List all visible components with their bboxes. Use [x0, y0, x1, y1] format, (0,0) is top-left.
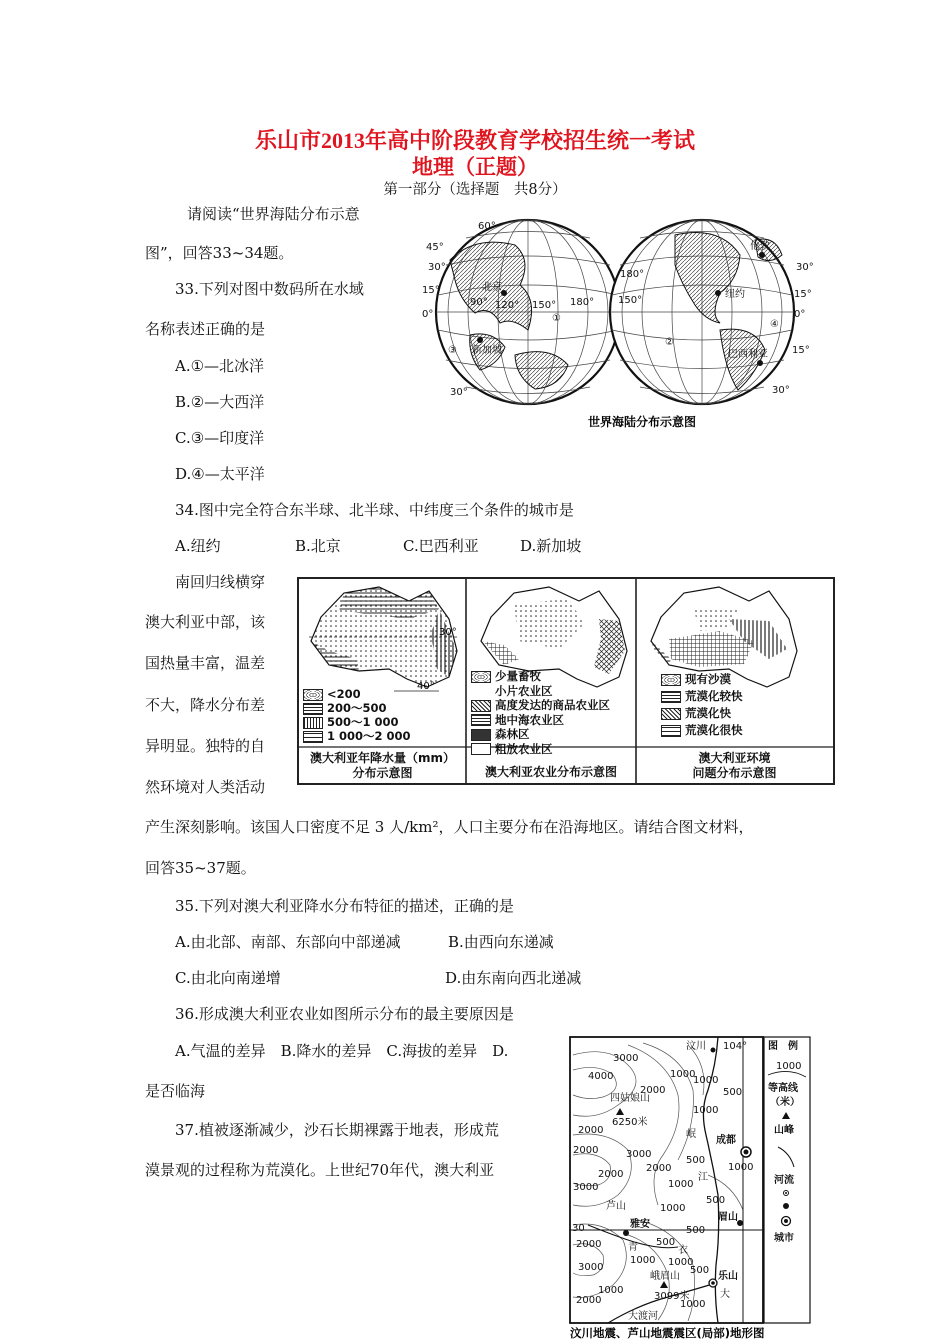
env-legend-3: 荒漠化快: [661, 705, 743, 722]
topo-legend-title: 图 例: [768, 1041, 798, 1052]
label-n4: ④: [770, 319, 779, 330]
lon-150-east-label: 150°: [618, 295, 643, 306]
world-map-caption: 世界海陆分布示意图: [588, 415, 697, 429]
agri-legend-3: 地中海农业区: [471, 713, 610, 728]
svg-text:2000: 2000: [646, 1163, 672, 1174]
svg-text:2000: 2000: [598, 1169, 624, 1180]
label-singapore: 新加坡: [472, 345, 502, 356]
label-n2: ②: [665, 337, 674, 348]
env-caption-1: 澳大利亚环境: [698, 751, 771, 765]
intro2-line1: 南回归线横穿: [175, 573, 266, 591]
lat-30-label: 30°: [428, 262, 446, 273]
lon-180-label: 180°: [570, 297, 595, 308]
svg-text:1000: 1000: [670, 1069, 696, 1080]
topo-legend-river: 河流: [774, 1175, 794, 1186]
label-london: 伦敦: [750, 241, 770, 252]
lat-15-label: 15°: [422, 285, 440, 296]
svg-text:1000: 1000: [680, 1299, 706, 1310]
q34-option-c[interactable]: C.巴西利亚: [403, 537, 479, 555]
env-caption-2: 问题分布示意图: [692, 766, 777, 780]
label-newyork: 纽约: [725, 289, 745, 300]
svg-text:1000: 1000: [668, 1179, 694, 1190]
svg-text:3000: 3000: [613, 1053, 639, 1064]
topo-legend-contour: 等高线: [768, 1083, 798, 1094]
topo-legend-contour-val: 1000: [776, 1061, 802, 1072]
svg-text:500: 500: [706, 1195, 726, 1206]
place-lon: 104°: [723, 1041, 748, 1052]
river-qing: 青: [628, 1242, 638, 1253]
topo-legend-contour-unit: （米）: [770, 1097, 800, 1108]
q35-option-a[interactable]: A.由北部、南部、东部向中部递减: [175, 933, 401, 951]
svg-text:500: 500: [656, 1237, 676, 1248]
lon-90-label: 90°: [470, 297, 488, 308]
lat-60-label: 60°: [478, 221, 496, 232]
q37-line2: 漠景观的过程称为荒漠化。上世纪70年代，澳大利亚: [145, 1161, 495, 1179]
svg-text:2000: 2000: [576, 1295, 602, 1306]
label-brasilia: 巴西利亚: [728, 349, 768, 360]
svg-text:1000: 1000: [598, 1285, 624, 1296]
q35-option-d[interactable]: D.由东南向西北递减: [445, 969, 582, 987]
svg-text:4000: 4000: [588, 1071, 614, 1082]
river-yi: 衣: [678, 1245, 688, 1256]
agri-caption: 澳大利亚农业分布示意图: [484, 765, 617, 779]
svg-text:1000: 1000: [693, 1075, 719, 1086]
svg-text:2000: 2000: [640, 1085, 666, 1096]
svg-text:3000: 3000: [578, 1262, 604, 1273]
q34-stem: 34.图中完全符合东半球、北半球、中纬度三个条件的城市是: [175, 501, 574, 519]
label-n1: ①: [552, 313, 561, 324]
svg-text:1000: 1000: [630, 1255, 656, 1266]
q33-line2: 名称表述正确的是: [145, 320, 266, 338]
intro2-cont2: 回答35~37题。: [145, 859, 256, 877]
topo-legend-peak: 山峰: [774, 1125, 794, 1136]
svg-text:1000: 1000: [728, 1162, 754, 1173]
agri-legend-2: 高度发达的商品农业区: [471, 698, 610, 713]
q36-stem: 36.形成澳大利亚农业如图所示分布的最主要原因是: [175, 1005, 514, 1023]
q33-option-d[interactable]: D.④—太平洋: [175, 465, 265, 483]
lat-45-label: 45°: [426, 242, 444, 253]
intro2-line2: 澳大利亚中部，该: [145, 613, 266, 631]
river-da: 大: [720, 1289, 730, 1300]
env-legend-4: 荒漠化很快: [661, 722, 743, 739]
rain-lat40-label: 40°: [417, 681, 435, 692]
place-wenchuan: 汶川: [686, 1041, 706, 1052]
part-heading: 第一部分（选择题 共8分）: [383, 182, 567, 198]
label-beijing: 北京: [482, 282, 502, 293]
world-map-figure: [420, 205, 814, 430]
intro2-cont1: 产生深刻影响。该国人口密度不足 3 人/km²，人口主要分布在沿海地区。请结合图文材料，: [145, 818, 754, 836]
svg-text:1000: 1000: [660, 1203, 686, 1214]
lat-0-label: 0°: [422, 309, 434, 320]
q35-stem: 35.下列对澳大利亚降水分布特征的描述，正确的是: [175, 897, 514, 915]
topo-map-figure: [568, 1035, 813, 1341]
place-meishan: 眉山: [718, 1212, 738, 1223]
rain-caption-1: 澳大利亚年降水量（mm）: [309, 751, 455, 765]
lat-15s-east-label: 15°: [792, 345, 810, 356]
svg-text:2000: 2000: [578, 1125, 604, 1136]
place-siguniang: 四姑娘山: [610, 1093, 650, 1104]
rain-caption-2: 分布示意图: [352, 766, 413, 780]
intro1-line1: 请阅读“世界海陆分布示意: [187, 205, 360, 223]
lat-0-east-label: 0°: [794, 309, 806, 320]
intro2-line4: 不大，降水分布差: [145, 696, 266, 714]
lat-15-east-label: 15°: [794, 289, 812, 300]
rain-lat30-label: 30°: [439, 627, 457, 638]
q35-option-c[interactable]: C.由北向南递增: [175, 969, 281, 987]
place-lushan: 芦山: [606, 1201, 626, 1212]
env-legend-2: 荒漠化较快: [661, 688, 743, 705]
topo-map-caption: 汶川地震、芦山地震震区(局部)地形图: [570, 1326, 765, 1340]
q33-option-c[interactable]: C.③—印度洋: [175, 429, 265, 447]
lon-150-label: 150°: [532, 300, 557, 311]
intro1-line2: 图”，回答33~34题。: [145, 244, 294, 262]
place-siguniang-h: 6250米: [612, 1117, 648, 1128]
lat-30s-label: 30°: [450, 387, 468, 398]
svg-text:2000: 2000: [573, 1145, 599, 1156]
lon-120-label: 120°: [495, 300, 520, 311]
q33-option-a[interactable]: A.①—北冰洋: [175, 357, 265, 375]
lat-30-east-label: 30°: [796, 262, 814, 273]
q36-options-cont: 是否临海: [145, 1082, 206, 1100]
svg-text:1000: 1000: [693, 1105, 719, 1116]
svg-text:500: 500: [723, 1087, 743, 1098]
svg-text:1000: 1000: [668, 1257, 694, 1268]
australia-figure: [297, 577, 835, 785]
q34-option-a[interactable]: A.纽约: [175, 537, 221, 555]
q34-option-b[interactable]: B.北京: [295, 537, 341, 555]
place-leshan: 乐山: [718, 1271, 738, 1282]
exam-subtitle: 地理（正题）: [412, 155, 538, 179]
label-n3: ③: [448, 345, 457, 356]
q34-option-d[interactable]: D.新加坡: [520, 537, 582, 555]
agri-legend-4: 森林区: [471, 727, 610, 742]
intro2-line5: 异明显。独特的自: [145, 737, 266, 755]
q33-option-b[interactable]: B.②—大西洋: [175, 393, 265, 411]
place-yaan: 雅安: [630, 1219, 650, 1230]
place-emei: 峨眉山: [650, 1271, 680, 1282]
q36-options[interactable]: A.气温的差异 B.降水的差异 C.海拔的差异 D.: [175, 1042, 509, 1060]
west-globe: [422, 220, 620, 404]
rain-legend-2: 200～500: [303, 701, 411, 715]
place-emei-h: 3099米: [654, 1291, 690, 1302]
intro2-line6: 然环境对人类活动: [145, 778, 266, 796]
rain-legend-4: 1 000～2 000: [303, 729, 411, 743]
svg-text:3000: 3000: [573, 1182, 599, 1193]
svg-text:3000: 3000: [626, 1149, 652, 1160]
q33-line1: 33.下列对图中数码所在水域: [175, 280, 364, 298]
lon-180-east-label: 180°: [620, 269, 645, 280]
place-lat: 30: [572, 1223, 585, 1234]
q37-line1: 37.植被逐渐减少，沙石长期裸露于地表，形成荒: [175, 1121, 499, 1139]
lat-30s-east-label: 30°: [772, 385, 790, 396]
river-dadu: 大渡河: [628, 1311, 658, 1322]
svg-text:2000: 2000: [576, 1239, 602, 1250]
river-jiang: 江: [698, 1172, 708, 1183]
svg-text:500: 500: [686, 1225, 706, 1236]
q35-option-b[interactable]: B.由西向东递减: [448, 933, 554, 951]
topo-legend-city: 城市: [774, 1233, 794, 1244]
env-legend-1: 现有沙漠: [661, 671, 743, 688]
place-chengdu: 成都: [716, 1135, 736, 1146]
rain-legend-3: 500～1 000: [303, 715, 411, 729]
intro2-line3: 国热量丰富，温差: [145, 654, 266, 672]
exam-title: 乐山市2013年高中阶段教育学校招生统一考试: [254, 128, 695, 153]
agri-legend-1b: 小片农业区: [495, 683, 553, 698]
east-globe: [610, 220, 814, 404]
svg-text:500: 500: [690, 1265, 710, 1276]
svg-text:500: 500: [686, 1155, 706, 1166]
river-min: 岷: [686, 1129, 696, 1140]
agri-legend-5: 粗放农业区: [471, 742, 610, 757]
rain-legend-1: <200: [303, 687, 411, 701]
agri-legend-1: 少量畜牧: [471, 669, 610, 684]
